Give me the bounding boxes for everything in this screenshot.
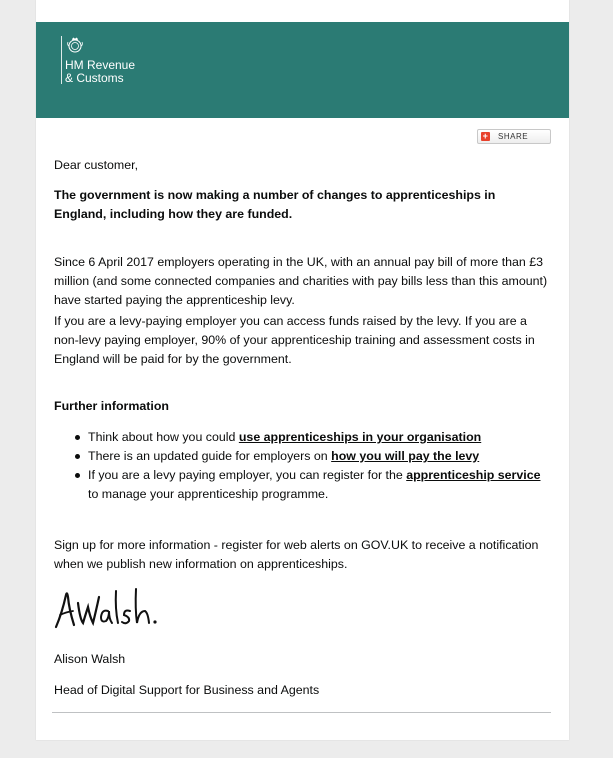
- list-item-text-after: to manage your apprenticeship programme.: [88, 487, 329, 501]
- list-item: [54, 428, 554, 447]
- further-information-heading: Further information: [54, 399, 169, 413]
- bullet-dot: [75, 454, 80, 459]
- signer-name: Alison Walsh: [54, 652, 126, 666]
- list-item-text: There is an updated guide for employers on: [88, 449, 332, 463]
- levy-paragraph: Since 6 April 2017 employers operating in the UK, with an annual pay bill of more than £3 million (and some connected companies and charities with pay bills less than this amount) have started paying the apprenticeship levy.: [54, 255, 548, 307]
- bullet-dot: [75, 435, 80, 440]
- signer-title: Head of Digital Support for Business and Agents: [54, 683, 320, 697]
- hmrc-header-banner: [36, 22, 569, 118]
- list-item-text: Think about how you could: [88, 430, 239, 444]
- greeting: Dear customer,: [54, 158, 139, 172]
- bullet-dot: [75, 473, 80, 478]
- funding-paragraph: If you are a levy-paying employer you can access funds raised by the levy. If you are a non-levy paying employer, 90% of your apprenticeship training and assessment costs in England will be paid for by the government.: [54, 314, 535, 366]
- brand-line-1: HM Revenue: [65, 58, 136, 72]
- apprenticeship-service-link[interactable]: apprenticeship service: [406, 468, 541, 482]
- handwritten-signature: [52, 585, 172, 633]
- list-item: [54, 466, 554, 504]
- pay-the-levy-link[interactable]: how you will pay the levy: [331, 449, 480, 463]
- footer-divider: [52, 712, 551, 713]
- royal-crest-icon: [65, 36, 85, 54]
- email-card: [36, 0, 569, 740]
- signup-paragraph: Sign up for more information - register for web alerts on GOV.UK to receive a notification when we publish new information on apprenticeships.: [54, 538, 539, 571]
- share-button[interactable]: [477, 129, 551, 144]
- list-item: [54, 447, 554, 466]
- share-button-label: SHARE: [498, 132, 529, 141]
- email-headline: The government is now making a number of changes to apprenticeships in England, including how they are funded.: [54, 188, 496, 221]
- further-information-list: [54, 428, 554, 504]
- list-item-text: If you are a levy paying employer, you can register for the: [88, 468, 407, 482]
- logo-rule: [61, 36, 62, 84]
- hmrc-logo[interactable]: [61, 36, 151, 98]
- plus-icon: +: [482, 131, 489, 141]
- brand-line-2: & Customs: [65, 71, 124, 85]
- use-apprenticeships-link[interactable]: use apprenticeships in your organisation: [238, 430, 482, 444]
